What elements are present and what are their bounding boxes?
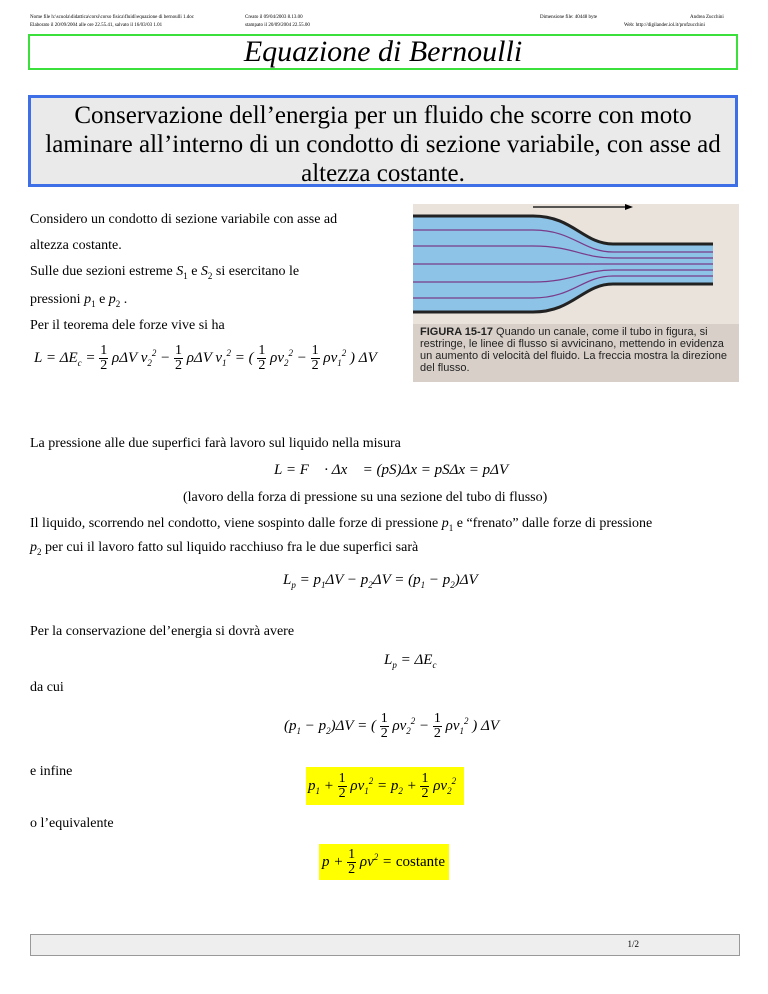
paragraph-9: Per la conservazione del’energia si dovrà avere (30, 624, 295, 639)
paragraph-1a: Considero un condotto di sezione variabile con asse ad (30, 212, 338, 227)
equation-kinetic: $L = \Delta E_c$ = $\frac{1}{2}$ ρΔV $v_2^2$ − $\frac{1}{2}$ ρΔV $v_1^2$ = ( $\frac{1}{2}$ $\rho v_2^2$ − $\frac{1}{2}$ $\rho v_1^2$ ) ΔV (34, 343, 377, 373)
page-footer (30, 934, 740, 956)
paragraph-2: Sulle due sezioni estreme $S_1$ e $S_2$ si esercitano le (30, 264, 300, 281)
paragraph-11: e infine (30, 764, 73, 779)
header-elaborated: Elaborato il 20/09/2004 alle ore 22.55.41, salvato il 16/03/03 1.01 (30, 23, 163, 28)
paragraph-5: La pressione alle due superfici farà lavoro sul liquido nella misura (30, 436, 401, 451)
header-file: Nome file h:\scuola\didattica\corsi\corso fisica\fluidi\equazione di bernoulli 1.doc (30, 15, 194, 20)
paragraph-12: o l’equivalente (30, 816, 114, 831)
header-size: Dimensione file: 40448 byte (540, 15, 598, 20)
paragraph-8: $p_2$ per cui il lavoro fatto sul liquido racchiuso fra le due superfici sarà (30, 540, 419, 557)
header-created: Creato il 09/04/2003 8.13.00 (245, 15, 303, 20)
pipe-diagram (413, 204, 739, 324)
paragraph-4: Per il teorema dele forze vive si ha (30, 318, 225, 333)
paragraph-7: Il liquido, scorrendo nel condotto, viene sospinto dalle forze di pressione $p_1$ e “frenato” dalle forze di pressione (30, 516, 653, 533)
paragraph-3: pressioni $p_1$ e $p_2$ . (30, 292, 128, 309)
equation-constant: p + $\frac{1}{2}$ $\rho v^2$ = costante (322, 847, 446, 877)
header-author: Andrea Zucchini (690, 15, 724, 20)
paragraph-10: da cui (30, 680, 64, 695)
paragraph-6: (lavoro della forza di pressione su una sezione del tubo di flusso) (183, 490, 548, 505)
header-printed: stampato il 20/09/2004 22.55.00 (245, 23, 310, 28)
page-title: Equazione di Bernoulli (28, 34, 738, 70)
equation-bernoulli: $p_1$ + $\frac{1}{2}$ $\rho v_1^2 = p_2$ + $\frac{1}{2}$ $\rho v_2^2$ (308, 771, 457, 801)
header-web: Web: http://digilander.iol.it/profzucchini (624, 23, 705, 28)
subtitle-box: Conservazione dell’energia per un fluido che scorre con moto laminare all’interno di un condotto di sezione variabile, con asse ad altezza costante. (28, 95, 738, 187)
paragraph-1b: altezza costante. (30, 238, 122, 253)
equation-work: L = F⃗ · Δx⃗ = (pS)Δx = pSΔx = pΔV (274, 462, 509, 478)
figure-caption: FIGURA 15-17 Quando un canale, come il tubo in figura, si restringe, le linee di flusso si avvicinano, mettendo in evidenza un aumento di velocità del fluido. La freccia mostra la direzione del flusso. (420, 326, 727, 374)
equation-derived: $(p_1 - p_2)\Delta V$ = ( $\frac{1}{2}$ $\rho v_2^2$ − $\frac{1}{2}$ $\rho v_1^2$ ) ΔV (284, 711, 499, 741)
equation-pressure-work: $L_p = p_1\Delta V - p_2\Delta V = (p_1 - p_2)\Delta V$ (283, 572, 478, 590)
page-number: 1/2 (627, 939, 639, 949)
equation-balance: $L_p = \Delta E_c$ (384, 652, 437, 670)
